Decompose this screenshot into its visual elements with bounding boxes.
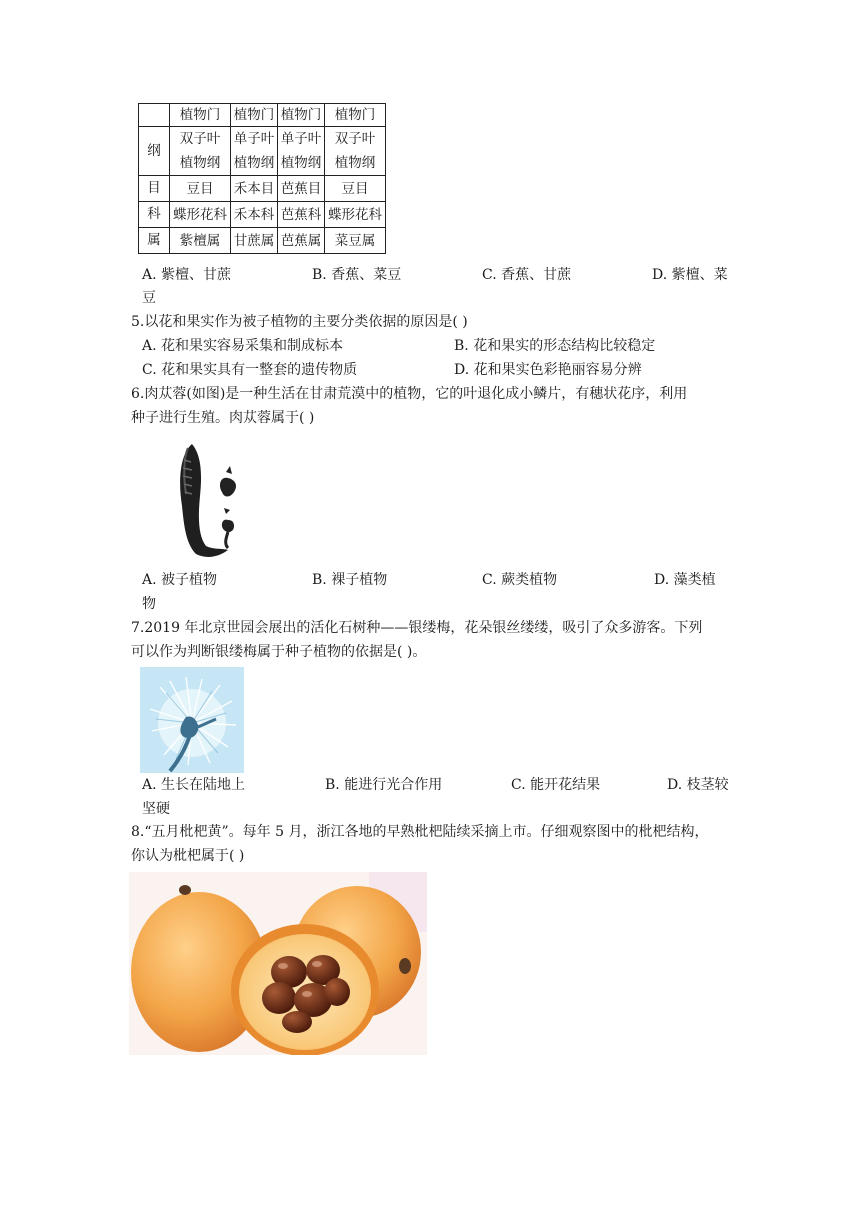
table-row: [139, 202, 386, 228]
table-cell: 属: [139, 228, 170, 254]
q4-option-b[interactable]: B. 香蕉、菜豆: [312, 267, 402, 283]
q6-option-d-continued: 物: [142, 596, 156, 612]
q6-option-c[interactable]: C. 蕨类植物: [482, 572, 558, 588]
table-cell: 单子叶 植物纲: [231, 127, 278, 176]
table-cell: 蝶形花科: [325, 202, 386, 228]
q7-option-c[interactable]: C. 能开花结果: [511, 777, 601, 793]
q5-option-c[interactable]: C. 花和果实具有一整套的遗传物质: [142, 362, 358, 378]
loquat-illustration: [129, 872, 427, 1055]
q7-option-d[interactable]: D. 枝茎较: [667, 777, 729, 793]
q5-option-a[interactable]: A. 花和果实容易采集和制成标本: [142, 338, 344, 354]
table-header-row: [139, 104, 386, 127]
q6-option-b[interactable]: B. 裸子植物: [312, 572, 388, 588]
q6-stem-line1: 6.肉苁蓉(如图)是一种生活在甘肃荒漠中的植物，它的叶退化成小鳞片，有穗状花序，利用: [131, 386, 688, 402]
q7-option-b[interactable]: B. 能进行光合作用: [325, 777, 443, 793]
q4-option-d[interactable]: D. 紫檀、菜: [652, 267, 728, 283]
q8-stem-line2: 你认为枇杷属于( ): [131, 848, 245, 864]
table-row: [139, 127, 386, 176]
witch-hazel-flower-image: [140, 667, 244, 773]
table-cell: 植物门: [325, 104, 386, 127]
table-cell: 纲: [139, 127, 170, 176]
table-cell: 蝶形花科: [170, 202, 231, 228]
table-cell: 芭蕉科: [278, 202, 325, 228]
table-cell: 双子叶 植物纲: [325, 127, 386, 176]
q7-stem-line1: 7.2019 年北京世园会展出的活化石树种——银缕梅，花朵银丝缕缕，吸引了众多游客。下列: [131, 620, 703, 636]
cistanche-image: [158, 436, 250, 566]
table-row: [139, 228, 386, 254]
table-cell: 豆目: [325, 176, 386, 202]
table-cell: [139, 104, 170, 127]
table-cell: 双子叶 植物纲: [170, 127, 231, 176]
table-cell: 植物门: [170, 104, 231, 127]
q7-option-a[interactable]: A. 生长在陆地上: [142, 777, 246, 793]
table-cell: 目: [139, 176, 170, 202]
q6-option-d[interactable]: D. 藻类植: [654, 572, 716, 588]
table-cell: 豆目: [170, 176, 231, 202]
table-cell: 单子叶 植物纲: [278, 127, 325, 176]
witch-hazel-flower-illustration: [140, 667, 244, 773]
table-cell: 科: [139, 202, 170, 228]
q5-option-d[interactable]: D. 花和果实色彩艳丽容易分辨: [454, 362, 642, 378]
q4-option-d-continued: 豆: [142, 290, 156, 306]
q7-option-d-continued: 坚硬: [142, 801, 170, 817]
table-cell: 禾本目: [231, 176, 278, 202]
table-cell: 菜豆属: [325, 228, 386, 254]
q7-stem-line2: 可以作为判断银缕梅属于种子植物的依据是( )。: [131, 644, 427, 660]
table-cell: 禾本科: [231, 202, 278, 228]
q8-stem-line1: 8.“五月枇杷黄”。每年 5 月，浙江各地的早熟枇杷陆续采摘上市。仔细观察图中的枇杷结构，: [131, 824, 709, 840]
table-cell: 紫檀属: [170, 228, 231, 254]
q4-option-c[interactable]: C. 香蕉、甘蔗: [482, 267, 572, 283]
q6-option-a[interactable]: A. 被子植物: [142, 572, 218, 588]
q4-option-a[interactable]: A. 紫檀、甘蔗: [142, 267, 232, 283]
table-cell: 甘蔗属: [231, 228, 278, 254]
table-cell: 植物门: [231, 104, 278, 127]
classification-table: [138, 103, 386, 254]
table-cell: 植物门: [278, 104, 325, 127]
q5-option-b[interactable]: B. 花和果实的形态结构比较稳定: [454, 338, 656, 354]
q6-stem-line2: 种子进行生殖。肉苁蓉属于( ): [131, 410, 315, 426]
table-cell: 芭蕉属: [278, 228, 325, 254]
table-cell: 芭蕉目: [278, 176, 325, 202]
q5-stem: 5.以花和果实作为被子植物的主要分类依据的原因是( ): [131, 314, 468, 330]
cistanche-illustration: [158, 436, 250, 566]
table-row: [139, 176, 386, 202]
loquat-image: [129, 872, 427, 1055]
